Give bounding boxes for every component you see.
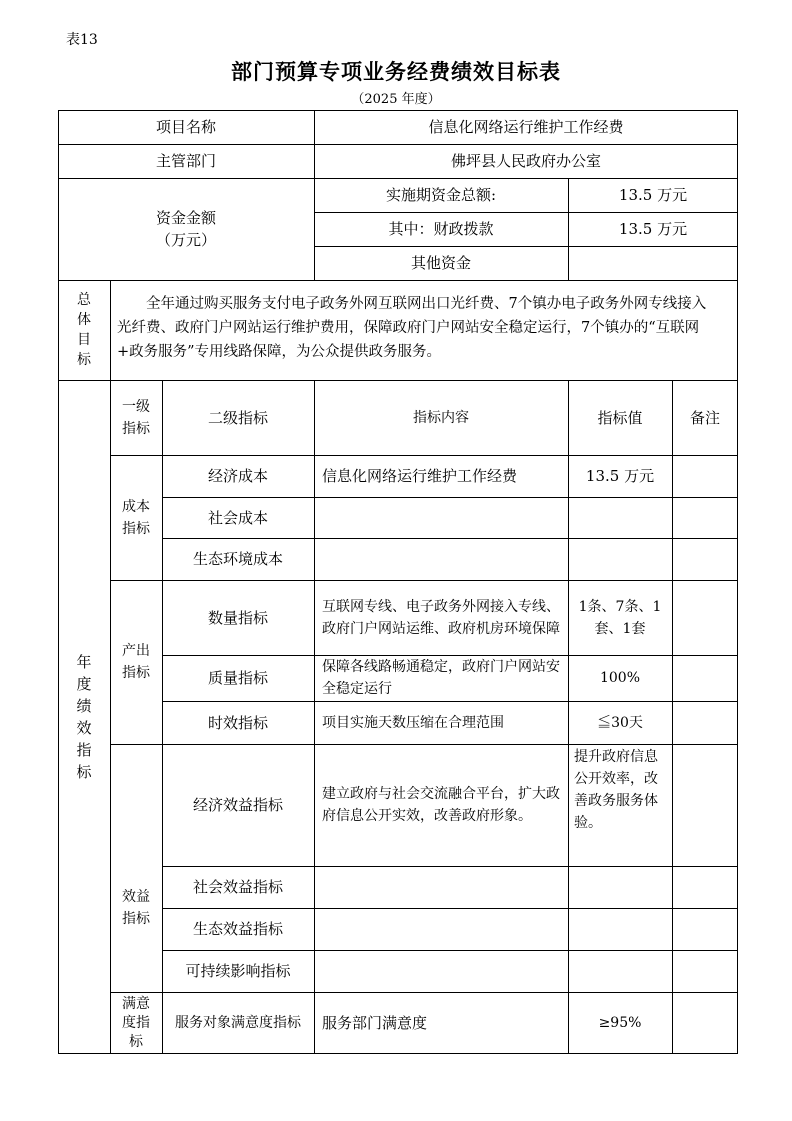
funds-other-value bbox=[568, 246, 738, 280]
output-row-name: 时效指标 bbox=[207, 713, 268, 732]
benefit-indicator-label: 效益 指标 bbox=[122, 889, 150, 927]
cost-row-content bbox=[314, 497, 568, 538]
funds-fiscal-value: 13.5 万元 bbox=[618, 220, 688, 238]
overall-label-char: 体 bbox=[77, 312, 91, 328]
project-name-value: 信息化网络运行维护工作经费 bbox=[428, 118, 624, 136]
funds-label-text: 资金金额 bbox=[155, 209, 216, 227]
project-name-label: 项目名称 bbox=[155, 118, 216, 136]
funds-total-label: 实施期资金总额: bbox=[385, 186, 497, 204]
satisfaction-row-name: 服务对象满意度指标 bbox=[175, 1015, 301, 1031]
funds-other-label: 其他资金 bbox=[410, 254, 471, 272]
page-title: 部门预算专项业务经费绩效目标表 bbox=[231, 59, 561, 84]
annual-label-char: 效 bbox=[76, 719, 92, 737]
benefit-row-content bbox=[314, 908, 568, 950]
output-row-content: 保障各线路畅通稳定，政府门户网站安全稳定运行 bbox=[322, 659, 560, 697]
output-indicator-label: 产出 指标 bbox=[122, 643, 150, 681]
overall-goal-label bbox=[58, 280, 110, 380]
benefit-row-content bbox=[314, 950, 568, 992]
benefit-row-content: 建立政府与社会交流融合平台，扩大政府信息公开实效，改善政府形象。 bbox=[322, 786, 560, 824]
cost-row-value bbox=[568, 538, 672, 580]
header-level1: 一级 指标 bbox=[122, 398, 150, 437]
benefit-row-value bbox=[568, 950, 672, 992]
benefit-row-value bbox=[568, 866, 672, 908]
annual-label-char: 指 bbox=[76, 741, 92, 759]
cost-row-name: 经济成本 bbox=[207, 467, 268, 485]
output-row-content: 项目实施天数压缩在合理范围 bbox=[322, 714, 504, 731]
header-level2: 二级指标 bbox=[207, 408, 268, 427]
dept-value: 佛坪县人民政府办公室 bbox=[450, 152, 601, 170]
cost-row-content bbox=[314, 538, 568, 580]
benefit-row-name: 经济效益指标 bbox=[192, 796, 283, 814]
table-number: 表13 bbox=[66, 32, 98, 48]
satisfaction-row-value: ≥95% bbox=[598, 1015, 642, 1031]
annual-label-char: 年 bbox=[76, 653, 92, 671]
overall-label-char: 总 bbox=[77, 292, 91, 308]
funds-fiscal-label: 其中：财政拨款 bbox=[388, 220, 494, 238]
header-remark: 备注 bbox=[689, 408, 720, 427]
output-row-name: 数量指标 bbox=[207, 608, 268, 627]
year-label: （2025 年度） bbox=[351, 92, 441, 107]
cost-indicator-label: 成本 指标 bbox=[122, 498, 150, 537]
overall-label-char: 标 bbox=[77, 352, 91, 368]
benefit-row-name: 生态效益指标 bbox=[192, 920, 283, 938]
funds-total-value: 13.5 万元 bbox=[618, 186, 688, 204]
overall-goal-text: 全年通过购买服务支付电子政务外网互联网出口光纤费、7个镇办电子政务外网专线接入光纤费、政府门户网站运行维护费用，保障政府门户网站安全稳定运行，7个镇办的“互联网+政务服务”专用线路保障，为公众提供政务服务。 bbox=[117, 296, 707, 360]
header-content: 指标内容 bbox=[413, 409, 469, 426]
output-row-value: 100% bbox=[599, 670, 641, 686]
cost-row-name: 生态环境成本 bbox=[192, 550, 283, 568]
annual-label-char: 标 bbox=[76, 763, 92, 781]
annual-indicators-label bbox=[58, 380, 110, 1054]
cost-row-value bbox=[568, 497, 672, 538]
annual-label-char: 绩 bbox=[76, 697, 92, 715]
satisfaction-row-content: 服务部门满意度 bbox=[322, 1014, 428, 1032]
dept-label: 主管部门 bbox=[155, 152, 216, 170]
funds-label bbox=[58, 178, 314, 280]
benefit-row-name: 可持续影响指标 bbox=[185, 962, 291, 980]
cost-row-value: 13.5 万元 bbox=[585, 467, 655, 485]
benefit-row-name: 社会效益指标 bbox=[192, 878, 283, 896]
output-row-value: ≦30天 bbox=[597, 714, 643, 731]
cost-row-name: 社会成本 bbox=[207, 508, 268, 527]
funds-unit: （万元） bbox=[155, 231, 216, 249]
overall-label-char: 目 bbox=[77, 332, 91, 348]
annual-label-char: 度 bbox=[76, 675, 92, 693]
benefit-row-value bbox=[568, 908, 672, 950]
benefit-row-content bbox=[314, 866, 568, 908]
output-row-value: 1条、7条、1套、1套 bbox=[578, 598, 662, 637]
output-row-name: 质量指标 bbox=[207, 669, 268, 687]
benefit-row-value: 提升政府信息公开效率，改善政务服务体验。 bbox=[574, 749, 658, 831]
output-row-content: 互联网专线、电子政务外网接入专线、政府门户网站运维、政府机房环境保障 bbox=[322, 598, 560, 637]
header-value: 指标值 bbox=[597, 408, 643, 427]
satisfaction-indicator-label: 满意 度指 标 bbox=[122, 995, 150, 1050]
cost-row-content: 信息化网络运行维护工作经费 bbox=[322, 467, 518, 485]
